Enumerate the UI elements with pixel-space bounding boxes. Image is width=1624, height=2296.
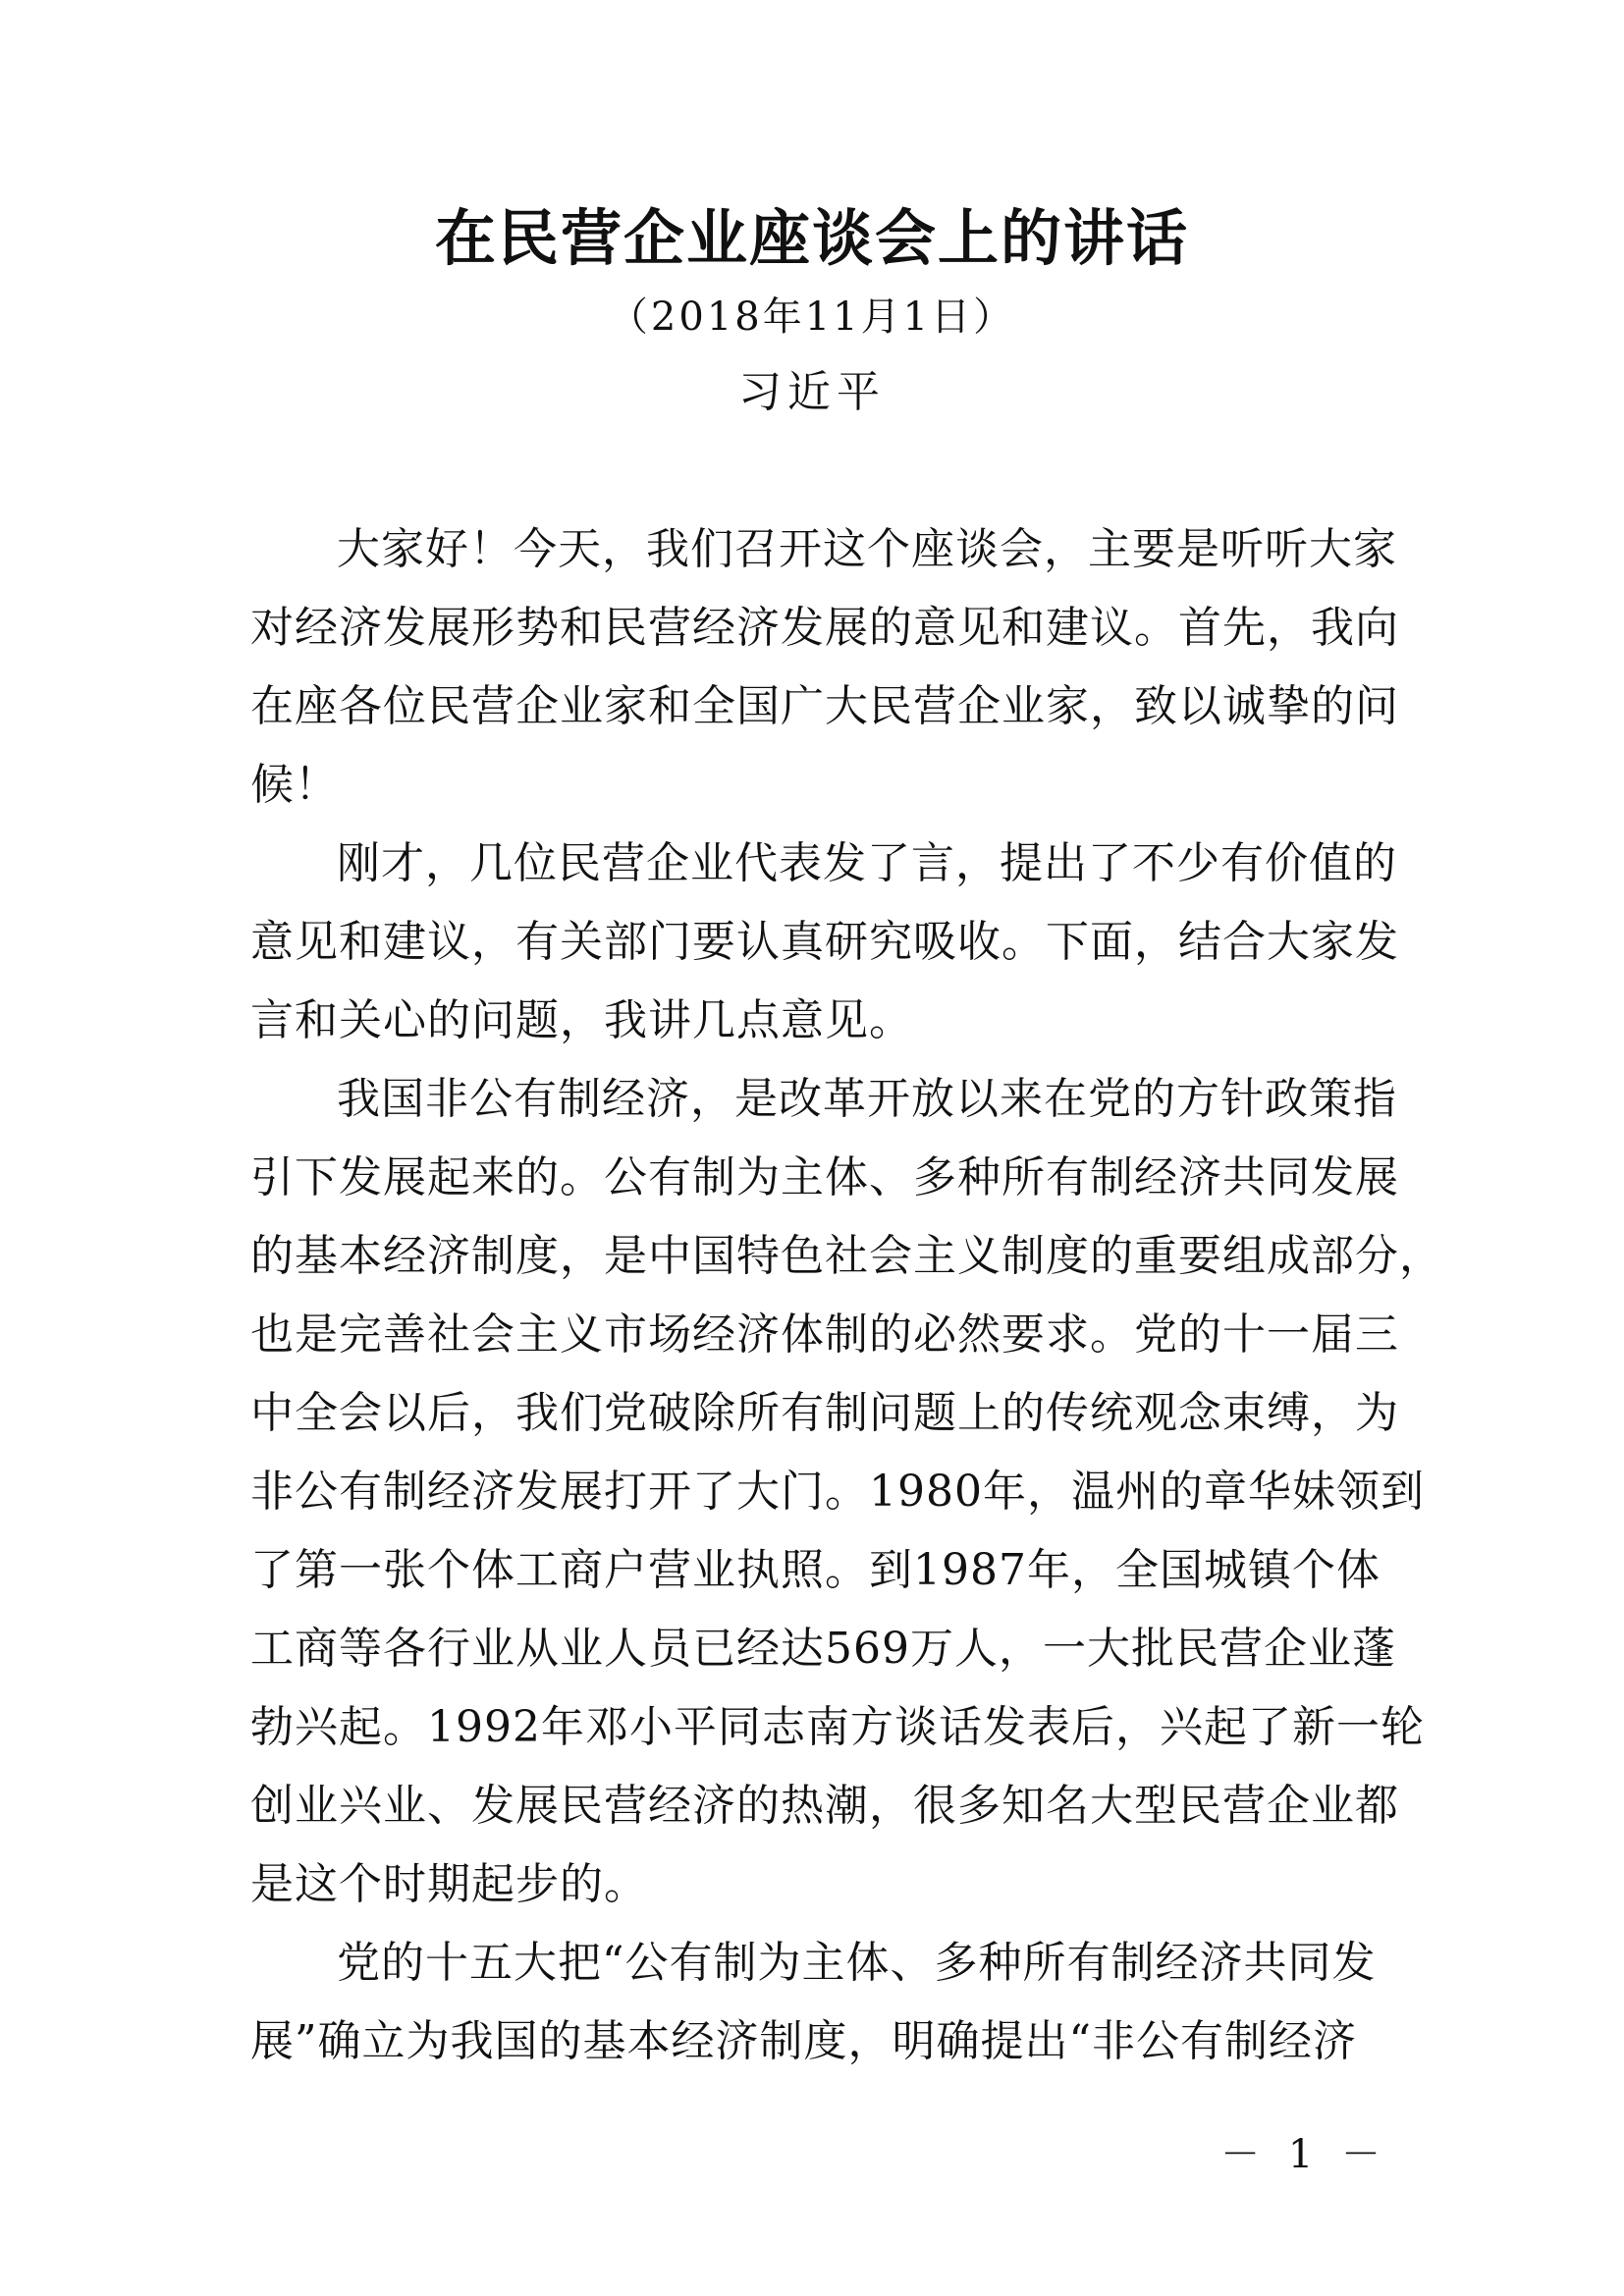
text-line: 候！ <box>250 760 339 810</box>
text-line: 也是完善社会主义市场经济体制的必然要求。党的十一届三 <box>250 1309 1399 1360</box>
text-line: 是这个时期起步的。 <box>250 1859 648 1909</box>
text-line: 刚才，几位民营企业代表发了言，提出了不少有价值的 <box>337 838 1397 888</box>
text-line: 大家好！今天，我们召开这个座谈会，主要是听听大家 <box>337 524 1397 574</box>
text-line: 中全会以后，我们党破除所有制问题上的传统观念束缚，为 <box>250 1388 1399 1438</box>
text-line: 的基本经济制度，是中国特色社会主义制度的重要组成部分， <box>250 1231 1443 1281</box>
text-line: 勃兴起。1992年邓小平同志南方谈话发表后，兴起了新一轮 <box>250 1702 1425 1752</box>
document-author: 习近平 <box>738 367 886 417</box>
text-line: 我国非公有制经济，是改革开放以来在党的方针政策指 <box>337 1074 1397 1124</box>
text-line: 在座各位民营企业家和全国广大民营企业家，致以诚挚的问 <box>250 681 1399 731</box>
text-line: 展”确立为我国的基本经济制度，明确提出“非公有制经济 <box>250 2016 1357 2066</box>
document-title: 在民营企业座谈会上的讲话 <box>434 202 1189 274</box>
text-line: 言和关心的问题，我讲几点意见。 <box>250 995 913 1045</box>
text-line: 了第一张个体工商户营业执照。到1987年，全国城镇个体 <box>250 1545 1380 1595</box>
document-body <box>250 510 1443 2081</box>
page-number: － 1 － <box>1220 2132 1388 2177</box>
text-line: 对经济发展形势和民营经济发展的意见和建议。首先，我向 <box>250 603 1399 653</box>
text-line: 党的十五大把“公有制为主体、多种所有制经济共同发 <box>337 1938 1377 1988</box>
text-line: 意见和建议，有关部门要认真研究吸收。下面，结合大家发 <box>250 917 1399 967</box>
text-line: 非公有制经济发展打开了大门。1980年，温州的章华妹领到 <box>250 1467 1425 1517</box>
text-line: 创业兴业、发展民营经济的热潮，很多知名大型民营企业都 <box>250 1781 1399 1831</box>
text-line: 工商等各行业从业人员已经达569万人，一大批民营企业蓬 <box>250 1624 1396 1674</box>
document-date: （2018年11月1日） <box>608 294 1016 340</box>
text-line: 引下发展起来的。公有制为主体、多种所有制经济共同发展 <box>250 1152 1399 1202</box>
